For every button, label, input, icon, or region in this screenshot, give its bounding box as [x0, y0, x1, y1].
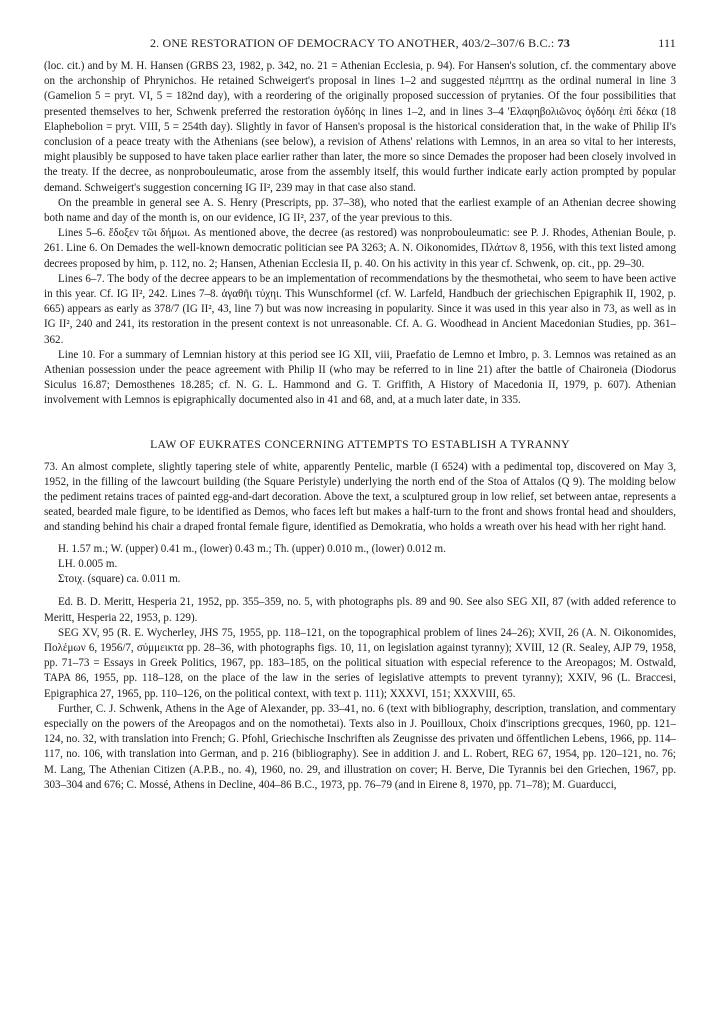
paragraph: On the preamble in general see A. S. Henry (Prescripts, pp. 37–38), who noted that the earliest example of an Athenian decree showing both name and day of the month is, on our evidence, IG II², 237, of the year previous to this. [44, 196, 676, 225]
measurement-line: Στοιχ. (square) ca. 0.011 m. [58, 573, 181, 586]
running-title [44, 36, 642, 51]
running-title-text: 2. ONE RESTORATION OF DEMOCRACY TO ANOTHER, 403/2–307/6 B.C.: [149, 36, 555, 50]
paragraph: Lines 6–7. The body of the decree appears to be an implementation of recommendations by the thesmothetai, who seem to have been active in this year. Cf. IG II², 242. Lines 7–8. ἀγαθῆι τύχηι. This Wunschformel (cf. W. Larfeld, Handbuch der griechischen Epigraphik II, 1902, p. 665) appears as early as 378/7 (IG II², 43, line 7) but was now increasing in popularity. Since it was used in this year also in 73, as well as in IG II², 240 and 241, its restoration in the present context is not unreasonable. Cf. A. G. Woodhead in Ancient Macedonian Studies, pp. 361–362. [44, 272, 676, 346]
page [44, 36, 676, 793]
measurements [44, 542, 676, 588]
measurement-line: H. 1.57 m.; W. (upper) 0.41 m., (lower) 0.43 m.; Th. (upper) 0.010 m., (lower) 0.012 m. [58, 542, 446, 555]
paragraph: Lines 5–6. ἔδοξεν τῶι δήμωι. As mentioned above, the decree (as restored) was nonprobouleumatic: see P. J. Rhodes, Athenian Boule, p. 261. Line 6. On Demades the well-known democratic politician see PA 3263; A. N. Oikonomides, Πλάτων 8, 1956, with this text listed among decrees proposed by him, p. 112, no. 2; Hansen, Athenian Ecclesia II, p. 40. On his activity in this year cf. Schwenk, op. cit., pp. 29–30. [44, 227, 676, 270]
page-number: 111 [658, 36, 676, 50]
commentary-block [44, 59, 676, 409]
section-title: LAW OF EUKRATES CONCERNING ATTEMPTS TO ESTABLISH A TYRANNY [150, 437, 570, 451]
bibliography-paragraph: Further, C. J. Schwenk, Athens in the Age of Alexander, pp. 33–41, no. 6 (text with bibliography, description, translation, and commentary especially on the powers of the Areopagos and on the nomothetai). Texts also in J. Pouilloux, Choix d'inscriptions grecques, 1960, pp. 121–124, no. 32, with translation into French; G. Pfohl, Griechische Inschriften als Zeugnisse des privaten und öffentlichen Lebens, 1966, pp. 114–117, no. 106, with translation into German, and p. 216 (bibliography). See in addition J. and L. Robert, REG 67, 1954, pp. 120–121, no. 76; M. Lang, The Athenian Citizen (A.P.B., no. 4), 1960, no. 29, and illustration on cover; H. Berve, Die Tyrannis bei den Griechen, 1967, pp. 303–304 and 676; C. Mossé, Athens in Decline, 404–86 B.C., 1973, pp. 76–79 (and in Eirene 8, 1970, pp. 71–78); M. Guarducci, [44, 702, 676, 791]
paragraph: (loc. cit.) and by M. H. Hansen (GRBS 23, 1982, p. 342, no. 21 = Athenian Ecclesia, p. 94). For Hansen's solution, cf. the commentary above on the archonship of Phrynichos. He retained Schweigert's proposal in lines 1–2 and suggested πέμπτηι as the ordinal numeral in line 3 (Gamelion 5 = pryt. VI, 5 = 182nd day), with a reordering of the originally proposed succession of prytanies. Of the four possibilities that presented themselves to her, Schwenk preferred the restoration ὀγδόης in lines 1–2, and in lines 3–4 'Ελαφηβολιῶνος ὀγδόηι ἐπὶ δέκα (18 Elaphebolion = pryt. VIII, 5 = 254th day). Slightly in favor of Hansen's proposal is the historical consideration that, in the wake of Philip II's conclusion of a peace treaty with the Athenians (see below), a revision of Athens' relations with Lemnos, in an area so vital to her interests, might plausibly be supposed to have taken place earlier rather than later, the more so since Demades the proposer had been closely involved in the treaty. If the decree, as nonprobouleumatic, arose from the assembly itself, this would further indicate early action prompted by popular demand. Schweigert's suggestion concerning IG II², 239 may in that case also stand. [44, 60, 676, 194]
bibliography [44, 595, 676, 793]
inscription-description: 73. An almost complete, slightly tapering stele of white, apparently Pentelic, marble (I 6524) with a pedimental top, discovered on May 3, 1952, in the filling of the lawcourt building (the Square Peristyle) underlying the north end of the Stoa of Attalos (Q 9). The molding below the pediment retains traces of painted egg-and-dart decoration. Above the text, a sculptured group in low relief, set between antae, represents a seated, bearded male figure, to be identified as Demos, who faces left but makes a half-turn to the front and shows frontal head and shoulders, and standing behind his chair a draped frontal female figure, identified as Demokratia, who holds a wreath over his head with her right hand. [44, 460, 676, 534]
running-title-number: 73 [557, 36, 571, 50]
paragraph: Line 10. For a summary of Lemnian history at this period see IG XII, viii, Praefatio de Lemno et Imbro, p. 3. Lemnos was retained as an Athenian possession under the peace agreement with Philip II (who may be referred to in line 21) after the battle of Chaironeia (Diodorus Siculus 16.87; Demosthenes 18.285; cf. N. G. L. Hammond and G. T. Griffith, A History of Macedonia II, 1979, p. 607). Athenian involvement with Lemnos is epigraphically documented also in 41 and 68, and, at a much later date, in 335. [44, 348, 676, 407]
measurement-line: LH. 0.005 m. [58, 557, 118, 570]
running-header [44, 36, 676, 51]
bibliography-paragraph: SEG XV, 95 (R. E. Wycherley, JHS 75, 1955, pp. 118–121, on the topographical problem of lines 24–26); XVII, 26 (A. N. Oikonomides, Πολέμων 6, 1956/7, σύμμεικτα pp. 28–36, with photographs figs. 10, 11, on legislation against tyranny); XVIII, 12 (R. Sealey, AJP 79, 1958, pp. 71–73 = Essays in Greek Politics, 1967, pp. 183–185, on the political situation with especial reference to the Areopagos; M. Ostwald, TAPA 86, 1955, pp. 118–128, on the place of the law in the series of legislative attempts to prevent tyranny); XXIV, 96 (L. Braccesi, Epigraphica 27, 1965, pp. 110–126, on the political context, with text p. 111); XXXVI, 151; XXXVIII, 65. [44, 626, 676, 700]
bibliography-paragraph: Ed. B. D. Meritt, Hesperia 21, 1952, pp. 355–359, no. 5, with photographs pls. 89 and 90. See also SEG XII, 87 (with added reference to Meritt, Hesperia 22, 1953, p. 129). [44, 596, 676, 624]
